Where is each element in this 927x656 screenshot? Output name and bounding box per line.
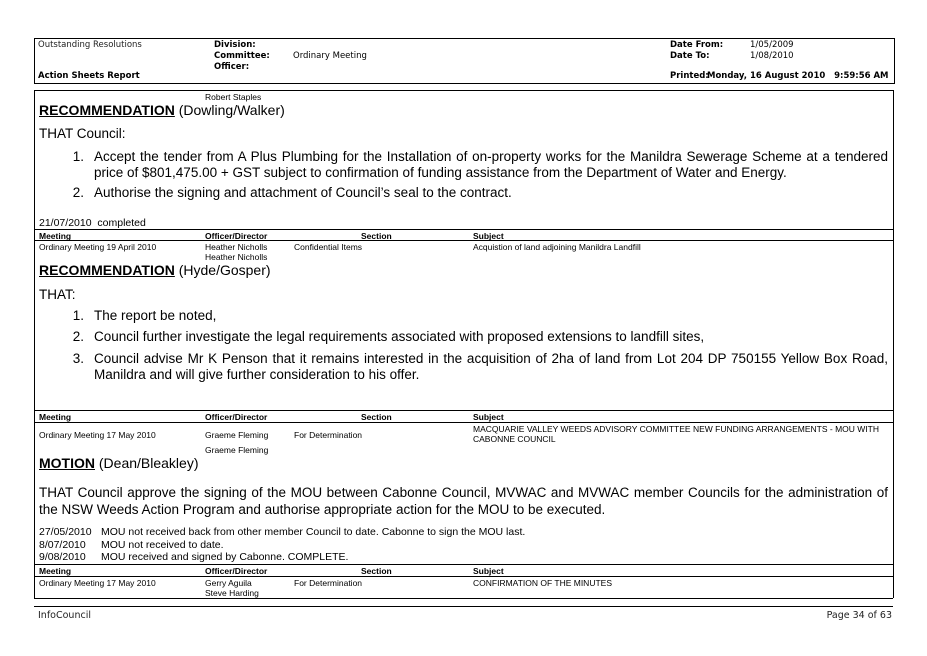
action-note [39, 526, 525, 539]
action-note [39, 539, 525, 552]
list-number: 1. [72, 149, 84, 164]
resolution-intro: THAT: [39, 287, 76, 302]
column-header-section: Section [361, 231, 392, 241]
list-number: 3. [72, 351, 84, 366]
action-text: completed [97, 217, 146, 229]
officer-cell: Graeme Fleming [205, 430, 269, 440]
action-notes [39, 526, 525, 564]
table-divider [34, 229, 893, 230]
body-top-border [34, 90, 893, 91]
action-text: MOU received and signed by Cabonne. COMPLETE. [101, 551, 349, 563]
director-cell: Steve Harding [205, 588, 259, 598]
column-header-subject: Subject [473, 412, 504, 422]
heading-label: RECOMMENDATION [39, 262, 175, 278]
column-header-subject: Subject [473, 231, 504, 241]
action-date: 8/07/2010 [39, 538, 86, 551]
column-header-officer: Officer/Director [205, 231, 268, 241]
subject-cell: CONFIRMATION OF THE MINUTES [473, 578, 612, 588]
officer-label: Officer: [214, 62, 250, 72]
heading-label: MOTION [39, 455, 95, 471]
list-text: The report be noted, [94, 308, 217, 323]
printed-label: Printed: [670, 71, 709, 81]
officer-name: Robert Staples [205, 92, 262, 102]
column-header-officer: Officer/Director [205, 412, 268, 422]
date-to-value: 1/08/2010 [750, 51, 794, 61]
subject-cell: MACQUARIE VALLEY WEEDS ADVISORY COMMITTEE NEW FUNDING ARRANGEMENTS - MOU WITH CABONNE COUNCIL [473, 424, 879, 444]
column-header-meeting: Meeting [39, 231, 72, 241]
motion-heading [39, 455, 199, 471]
table-divider [34, 564, 893, 565]
action-note [39, 217, 146, 229]
table-divider [34, 422, 893, 423]
director-cell: Graeme Fleming [205, 445, 269, 455]
table-divider [34, 240, 893, 241]
sheet-title: Action Sheets Report [38, 71, 140, 81]
report-name: Outstanding Resolutions [38, 40, 142, 50]
heading-label: RECOMMENDATION [39, 102, 175, 118]
page-number: Page 34 of 63 [826, 610, 892, 621]
list-text: Council advise Mr K Penson that it remains interested in the acquisition of 2ha of land from Lot 204 DP 750155 Yellow Box Road, Manildra and will give further consideration to his offer. [94, 351, 888, 382]
printed-value: Monday, 16 August 2010 9:59:56 AM [707, 71, 889, 81]
resolution-text: THAT Council approve the signing of the MOU between Cabonne Council, MVWAC and MVWAC member Councils for the administration of the NSW Weeds Action Program and authorise appropriate action for the MOU to be executed. [39, 485, 888, 517]
body-left-border [34, 90, 35, 598]
division-label: Division: [214, 40, 256, 50]
action-date: 27/05/2010 [39, 526, 92, 538]
action-date: 21/07/2010 [39, 217, 92, 229]
list-number: 1. [72, 308, 84, 323]
list-text: Authorise the signing and attachment of Council’s seal to the contract. [94, 185, 512, 200]
table-divider [34, 576, 893, 577]
column-header-officer: Officer/Director [205, 566, 268, 576]
action-note [39, 551, 525, 564]
action-text: MOU not received to date. [101, 538, 224, 551]
section-cell: For Determination [294, 578, 363, 588]
list-number: 2. [72, 185, 84, 200]
director-cell: Heather Nicholls [205, 252, 268, 262]
column-header-section: Section [361, 566, 392, 576]
column-header-meeting: Meeting [39, 412, 72, 422]
recommendation-heading [39, 102, 285, 118]
committee-value: Ordinary Meeting [293, 51, 367, 61]
date-from-value: 1/05/2009 [750, 40, 794, 50]
movers: (Dowling/Walker) [178, 102, 285, 118]
section-cell: For Determination [294, 430, 363, 440]
table-divider [34, 410, 893, 411]
officer-cell: Heather Nicholls [205, 242, 268, 252]
body-right-border [893, 90, 894, 598]
footer-rule [34, 606, 893, 607]
column-header-section: Section [361, 412, 392, 422]
recommendation-heading [39, 262, 271, 278]
subject-cell: Acquistion of land adjoining Manildra Landfill [473, 242, 641, 252]
body-bottom-border [34, 598, 893, 599]
meeting-cell: Ordinary Meeting 17 May 2010 [39, 430, 156, 440]
column-header-meeting: Meeting [39, 566, 72, 576]
meeting-cell: Ordinary Meeting 17 May 2010 [39, 578, 156, 588]
list-text: Accept the tender from A Plus Plumbing for the Installation of on-property works for the Manildra Sewerage Scheme at a tendered price of $801,475.00 + GST subject to confirmation of funding assistance from the Department of Water and Energy. [94, 149, 888, 180]
section-cell: Confidential Items [294, 242, 363, 252]
footer-left: InfoCouncil [38, 610, 91, 621]
column-header-subject: Subject [473, 566, 504, 576]
date-to-label: Date To: [670, 51, 710, 61]
movers: (Hyde/Gosper) [178, 262, 271, 278]
meeting-cell: Ordinary Meeting 19 April 2010 [39, 242, 157, 252]
officer-cell: Gerry Aguila [205, 578, 252, 588]
date-from-label: Date From: [670, 40, 724, 50]
resolution-intro: THAT Council: [39, 126, 126, 141]
movers: (Dean/Bleakley) [98, 455, 199, 471]
action-date: 9/08/2010 [39, 551, 86, 563]
list-number: 2. [72, 329, 84, 344]
action-text: MOU not received back from other member Council to date. Cabonne to sign the MOU last. [101, 526, 526, 538]
list-text: Council further investigate the legal requirements associated with proposed extensions to landfill sites, [94, 329, 705, 344]
committee-label: Committee: [214, 51, 270, 61]
